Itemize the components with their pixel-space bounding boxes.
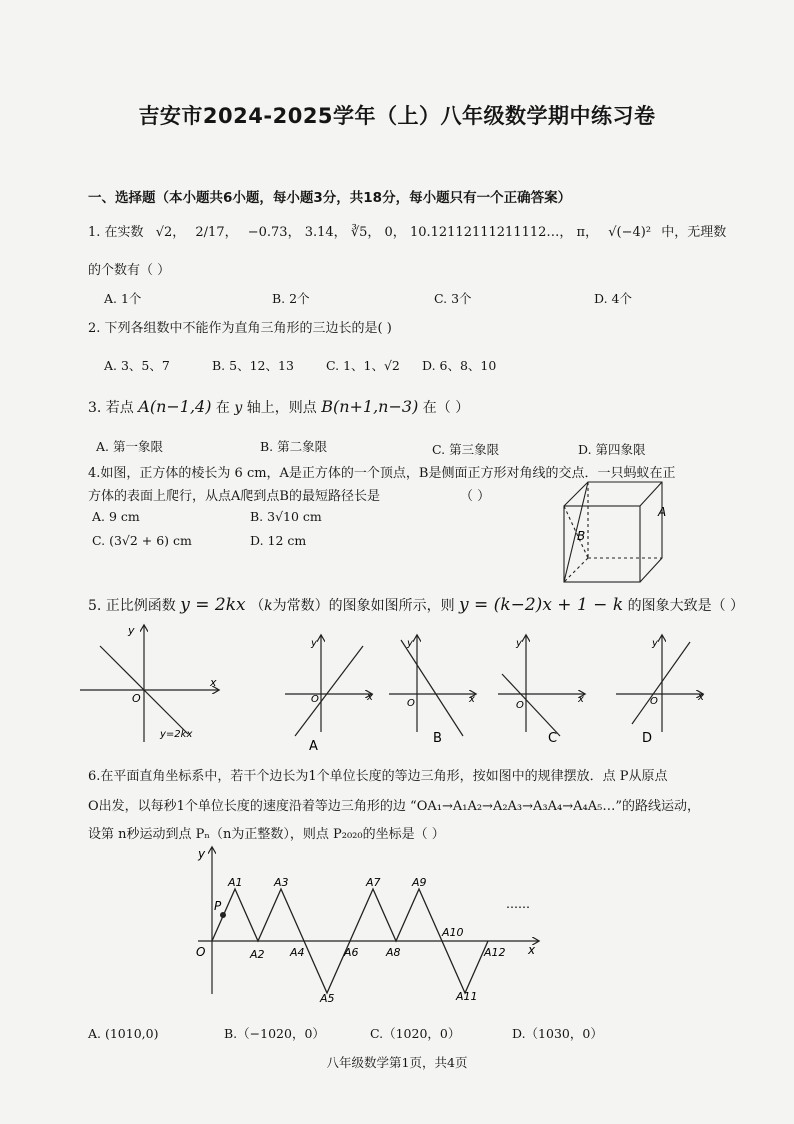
cube-figure	[560, 476, 670, 588]
q3-text-b: 在	[215, 400, 230, 416]
q6-line2: O出发，以每秒1个单位长度的速度沿着等边三角形的边 “OA₁→A₁A₂→A₂A₃→A₃A₄→A₄A₅…”的路线运动，	[88, 799, 700, 814]
q5-kvar: k	[264, 598, 273, 614]
q3-point-b: B(n+1,n−3)	[321, 397, 419, 416]
q6-label-a11: A11	[456, 990, 478, 1003]
q6-label-a9: A9	[412, 876, 427, 889]
q6-label-a1: A1	[228, 876, 243, 889]
q5-text-a: 5. 正比例函数	[88, 598, 176, 614]
page-title: 吉安市2024-2025学年（上）八年级数学期中练习卷	[138, 104, 656, 128]
q1-line2: 的个数有（ ）	[88, 263, 171, 278]
q6-x-label: x	[528, 943, 536, 957]
q5-text-b: （	[250, 598, 265, 614]
section-header: 一、选择题（本小题共6小题，每小题3分，共18分，每小题只有一个正确答案）	[88, 190, 572, 206]
graph-c-label: C	[548, 731, 558, 746]
q1-item-6: 10.12112111211112…	[409, 225, 560, 240]
graph-c-line	[502, 674, 560, 736]
q5-main-x-label: x	[210, 676, 217, 689]
q1-stem: 1. 在实数 √2， 2/17， −0.73， 3.14， ∛5， 0， 10.12112111211112…， π， √(−4)² 中，无理数	[88, 225, 727, 240]
q4-option-c: C. (3√2 + 6) cm	[92, 533, 192, 548]
q5-option-graph-d	[614, 632, 706, 754]
q2-option-c: C. 1、1、√2	[326, 358, 400, 373]
q6-p-label: P	[214, 899, 222, 913]
q4-line2: 方体的表面上爬行，从点A爬到点B的最短路径长是	[88, 489, 380, 504]
q5-func2: y = (k−2)x + 1 − k	[459, 595, 624, 615]
cube-label-b: B	[577, 529, 586, 543]
cube-hidden-depth	[564, 558, 588, 582]
q3-option-a: A. 第一象限	[96, 439, 163, 454]
graph-b-x-label: x	[469, 694, 475, 705]
graph-b-label: B	[433, 731, 442, 746]
page-footer: 八年级数学第1页，共4页	[326, 1055, 468, 1070]
q1-prefix: 1. 在实数	[88, 225, 144, 240]
cube-top-right-edge	[640, 482, 662, 506]
q6-label-a8: A8	[386, 946, 401, 959]
graph-a-line	[295, 646, 363, 736]
q6-option-a: A. (1010,0)	[88, 1026, 159, 1041]
graph-b-origin: O	[407, 698, 415, 709]
q6-label-a4: A4	[290, 946, 305, 959]
q5-main-graph-label: y=2kx	[160, 729, 193, 740]
q5-text-d: 的图象大致是（ ）	[627, 598, 745, 614]
graph-c-y-label: y	[516, 638, 522, 649]
q6-label-a12: A12	[484, 946, 506, 959]
q2-stem: 2. 下列各组数中不能作为直角三角形的三边长的是( )	[88, 321, 392, 336]
q3-text-d: 在（ ）	[422, 400, 470, 416]
q5-text-c: 为常数）的图象如图所示，则	[272, 598, 455, 614]
q6-ellipsis: ……	[506, 897, 530, 911]
q1-option-b: B. 2个	[272, 291, 310, 306]
q1-option-c: C. 3个	[434, 291, 472, 306]
q2-option-b: B. 5、12、13	[212, 358, 294, 373]
q6-label-a3: A3	[274, 876, 289, 889]
q6-label-a10: A10	[442, 926, 464, 939]
q6-option-c: C.（1020，0）	[370, 1026, 461, 1041]
q1-item-5: 0	[384, 225, 393, 240]
cube-label-a: A	[658, 505, 667, 519]
q2-option-a: A. 3、5、7	[104, 358, 170, 373]
q3-option-c: C. 第三象限	[432, 442, 500, 457]
q5-option-graph-c	[496, 632, 588, 754]
q1-option-a: A. 1个	[104, 291, 142, 306]
q6-label-a6: A6	[344, 946, 359, 959]
graph-b-y-label: y	[407, 638, 413, 649]
q5-option-graph-a	[283, 632, 375, 754]
q5-stem	[88, 595, 744, 615]
q6-label-a7: A7	[366, 876, 381, 889]
graph-a-origin: O	[311, 694, 319, 705]
q3-text-c: 轴上，则点	[246, 400, 317, 416]
q1-item-0: √2	[155, 225, 173, 240]
q3-option-d: D. 第四象限	[578, 442, 646, 457]
q3-yaxis: y	[234, 400, 243, 416]
q2-option-d: D. 6、8、10	[422, 358, 497, 373]
q6-line1: 6.在平面直角坐标系中，若干个边长为1个单位长度的等边三角形，按如图中的规律摆放．点 P从原点	[88, 769, 668, 784]
graph-b-line	[401, 640, 463, 736]
q6-zigzag-figure	[190, 842, 550, 1004]
q6-o-label: O	[196, 945, 206, 959]
q1-item-3: 3.14	[304, 225, 334, 240]
q6-label-a5: A5	[320, 992, 335, 1005]
graph-c-x-label: x	[578, 694, 584, 705]
graph-a-label: A	[309, 739, 318, 754]
q4-option-a: A. 9 cm	[92, 509, 140, 524]
q4-blank: （ ）	[460, 489, 491, 504]
q1-item-4: ∛5	[350, 225, 368, 240]
q1-item-8: √(−4)²	[608, 225, 652, 240]
graph-a-x-label: x	[367, 692, 373, 703]
q1-item-7: π	[576, 225, 586, 240]
graph-d-x-label: x	[698, 692, 704, 703]
cube-front-face	[564, 506, 640, 582]
q3-point-a: A(n−1,4)	[138, 397, 212, 416]
q4-option-b: B. 3√10 cm	[250, 509, 322, 524]
graph-d-y-label: y	[652, 638, 658, 649]
q4-option-d: D. 12 cm	[250, 533, 307, 548]
graph-c-origin: O	[516, 700, 524, 711]
q5-main-graph	[78, 622, 223, 744]
q6-option-b: B.（−1020，0）	[224, 1026, 325, 1041]
q1-item-2: −0.73	[247, 225, 288, 240]
q3-option-b: B. 第二象限	[260, 439, 328, 454]
q3-stem	[88, 397, 469, 417]
q1-suffix: 中，无理数	[661, 225, 727, 240]
q5-main-y-label: y	[128, 624, 135, 637]
q6-y-label: y	[198, 847, 206, 861]
graph-d-label: D	[642, 731, 653, 746]
q5-main-origin: O	[132, 692, 141, 705]
q3-text-a: 3. 若点	[88, 400, 134, 416]
q1-option-d: D. 4个	[594, 291, 632, 306]
q4-line1: 4.如图，正方体的棱长为 6 cm，A是正方体的一个顶点，B是侧面正方形对角线的交点．一只蚂蚁在正	[88, 466, 676, 481]
q6-option-d: D.（1030，0）	[512, 1026, 603, 1041]
q1-item-1: 2/17	[195, 225, 225, 240]
q5-func1: y = 2kx	[180, 595, 246, 615]
graph-d-origin: O	[650, 696, 658, 707]
q6-label-a2: A2	[250, 948, 265, 961]
graph-d-line	[632, 642, 690, 724]
graph-a-y-label: y	[311, 638, 317, 649]
q5-option-graph-b	[387, 632, 479, 754]
q6-line3: 设第 n秒运动到点 Pₙ（n为正整数），则点 P₂₀₂₀的坐标是（ ）	[88, 827, 445, 842]
